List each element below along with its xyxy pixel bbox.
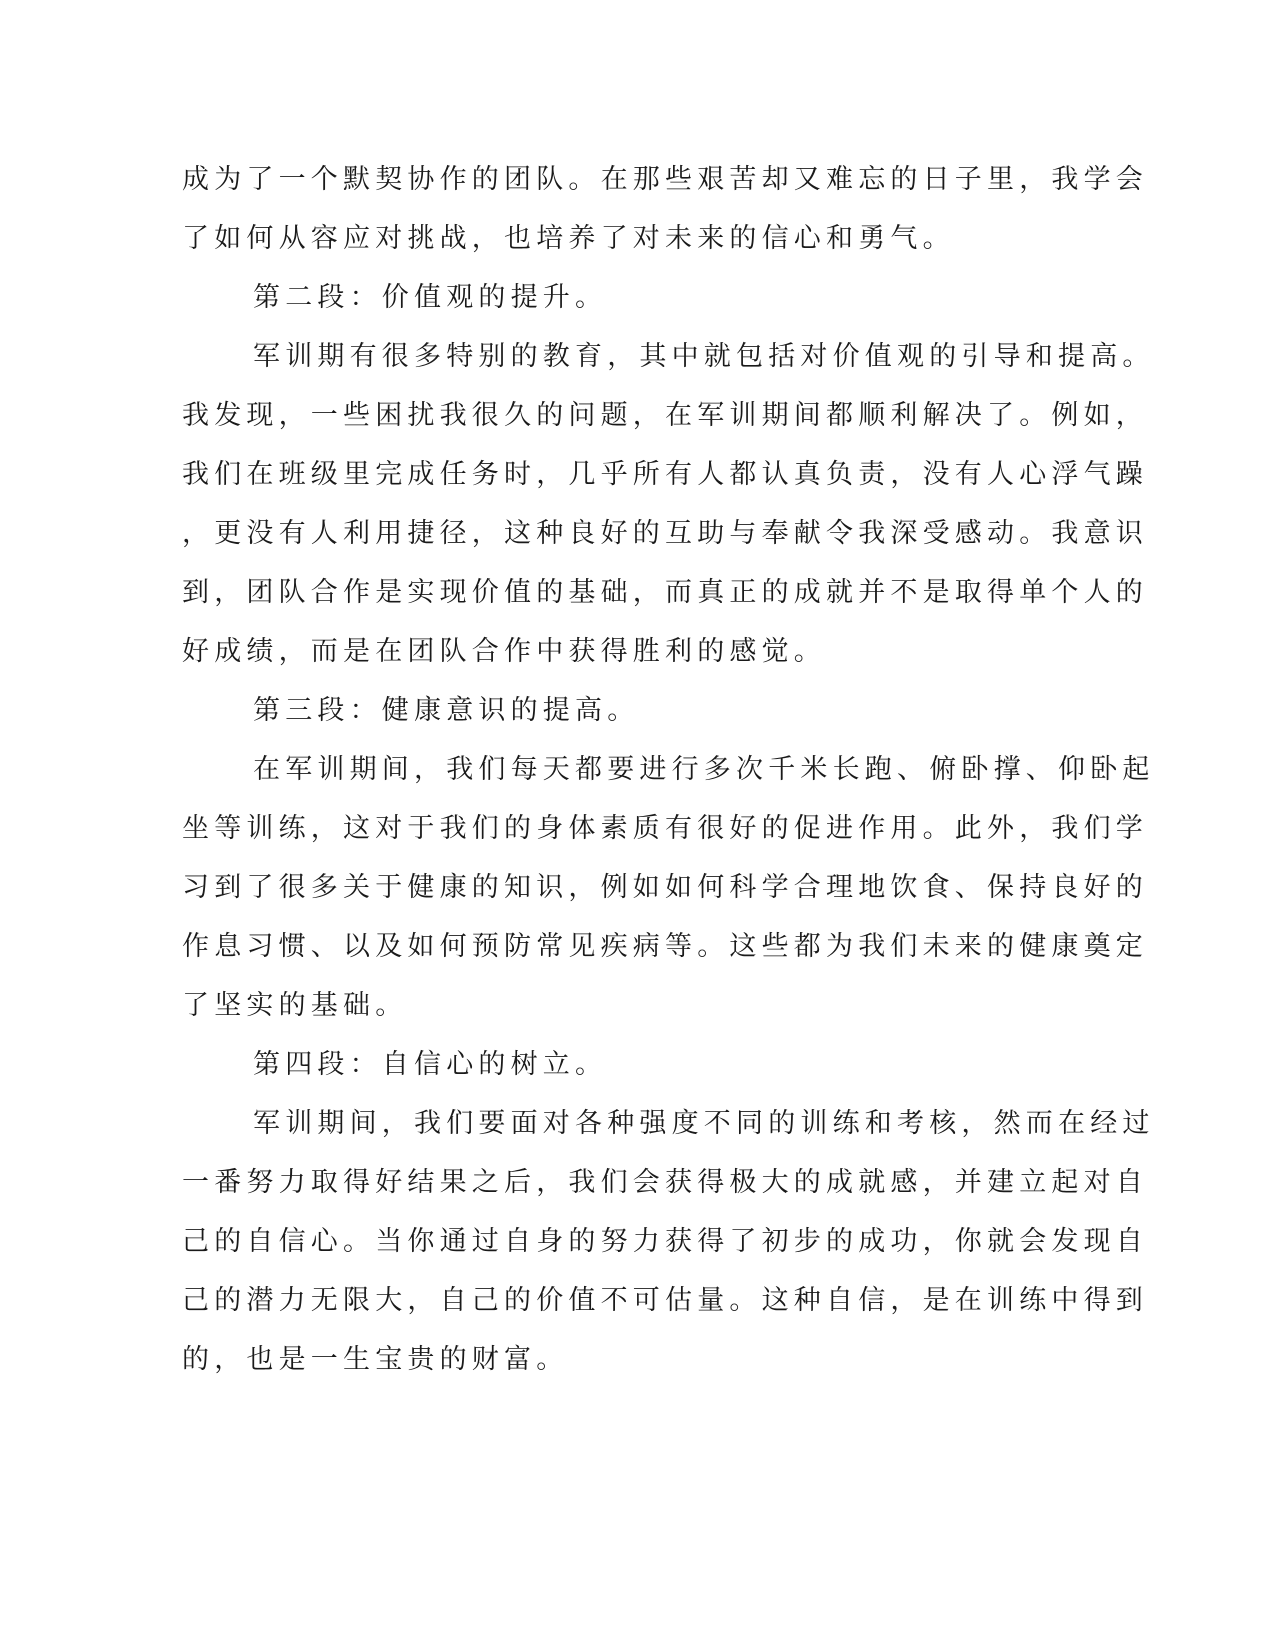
text-line: 作息习惯、以及如何预防常见疾病等。这些都为我们未来的健康奠定 <box>182 931 1148 962</box>
text-line: 己的自信心。当你通过自身的努力获得了初步的成功，你就会发现自 <box>182 1226 1148 1257</box>
text-line: 我们在班级里完成任务时，几乎所有人都认真负责，没有人心浮气躁 <box>182 459 1148 490</box>
text-line: 好成绩，而是在团队合作中获得胜利的感觉。 <box>182 636 826 667</box>
text-line: 己的潜力无限大，自己的价值不可估量。这种自信，是在训练中得到 <box>182 1285 1148 1316</box>
text-line: 我发现，一些困扰我很久的问题，在军训期间都顺利解决了。例如， <box>182 400 1148 431</box>
section-heading-3: 第三段：健康意识的提高。 <box>253 695 640 726</box>
text-line: 军训期有很多特别的教育，其中就包括对价值观的引导和提高。 <box>253 341 1155 372</box>
text-line: 军训期间，我们要面对各种强度不同的训练和考核，然而在经过 <box>253 1108 1155 1139</box>
section-heading-4: 第四段：自信心的树立。 <box>253 1049 608 1080</box>
text-line: 一番努力取得好结果之后，我们会获得极大的成就感，并建立起对自 <box>182 1167 1148 1198</box>
text-line: 了如何从容应对挑战，也培养了对未来的信心和勇气。 <box>182 223 955 254</box>
text-line: 到，团队合作是实现价值的基础，而真正的成就并不是取得单个人的 <box>182 577 1148 608</box>
text-line: 在军训期间，我们每天都要进行多次千米长跑、俯卧撑、仰卧起 <box>253 754 1155 785</box>
text-line: 坐等训练，这对于我们的身体素质有很好的促进作用。此外，我们学 <box>182 813 1148 844</box>
text-line: 成为了一个默契协作的团队。在那些艰苦却又难忘的日子里，我学会 <box>182 164 1148 195</box>
section-heading-2: 第二段：价值观的提升。 <box>253 282 608 313</box>
text-line: ，更没有人利用捷径，这种良好的互助与奉献令我深受感动。我意识 <box>182 518 1148 549</box>
text-line: 习到了很多关于健康的知识，例如如何科学合理地饮食、保持良好的 <box>182 872 1148 903</box>
text-line: 的，也是一生宝贵的财富。 <box>182 1344 569 1375</box>
text-line: 了坚实的基础。 <box>182 990 408 1021</box>
